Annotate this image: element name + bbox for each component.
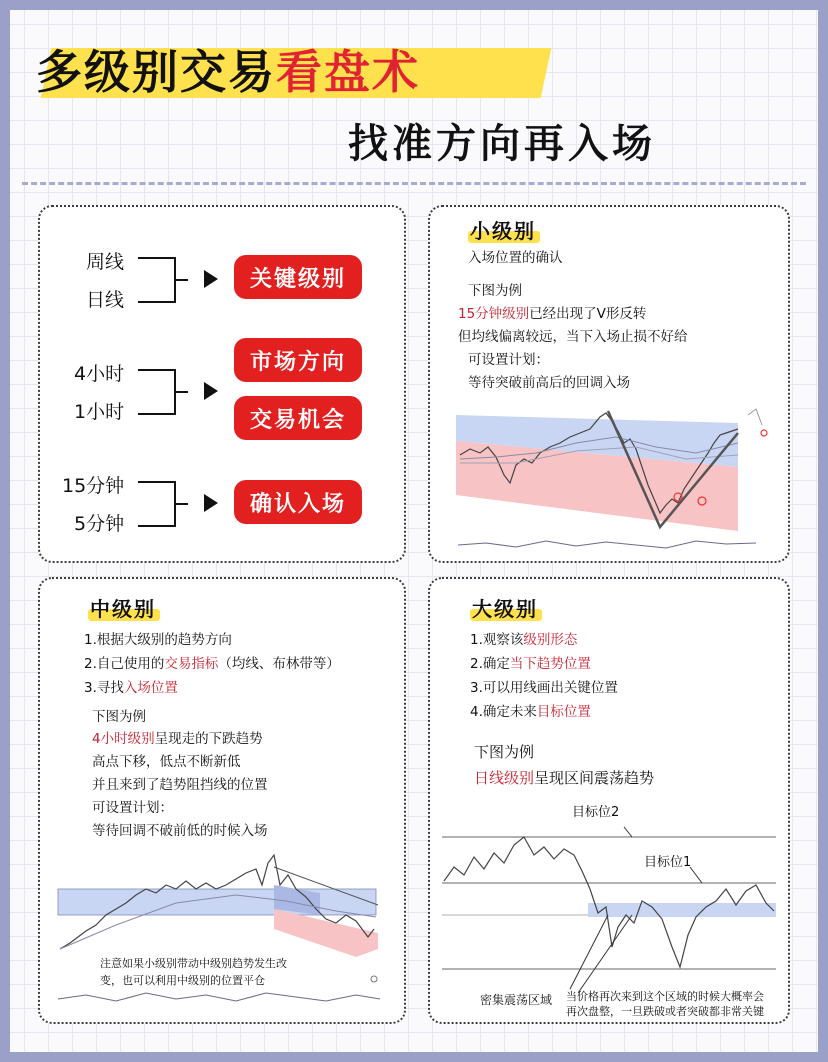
- panel-big-level: [428, 577, 790, 1024]
- mid-item3-highlight: 入场位置: [123, 680, 178, 696]
- header-divider: [22, 182, 806, 185]
- title-main: 多级别交易: [36, 45, 276, 99]
- mid-note-line2: 变，也可以利用中级别的位置平仓: [100, 974, 265, 987]
- big-item1-pre: 1.观察该: [470, 632, 524, 648]
- mid-note-line1: 注意如果小级别带动中级别趋势发生改: [100, 957, 287, 970]
- tf-1h: 1小时: [74, 401, 125, 423]
- zone-note: [566, 989, 764, 1019]
- bracket-1: [138, 257, 176, 303]
- mid-item2-rest: （均线、布林带等）: [218, 656, 340, 672]
- arrow-1-icon: [204, 270, 218, 288]
- small-level-chart: [456, 403, 768, 551]
- small-line1-rest: 已经出现了V形反转: [529, 306, 647, 322]
- small-line1: [458, 308, 646, 322]
- label-trade-opportunity: 交易机会: [234, 396, 362, 440]
- small-line1-highlight: 15分钟级别: [458, 306, 530, 322]
- label-confirm-entry: 确认入场: [234, 480, 362, 524]
- big-level-chart: [440, 797, 782, 1019]
- label-key-level: 关键级别: [234, 255, 362, 299]
- small-intro: 入场位置的确认: [468, 250, 563, 266]
- small-line3: 可设置计划：: [468, 352, 549, 368]
- zone-note-line1: 当价格再次来到这个区域的时候大概率会: [566, 990, 764, 1003]
- heading-big-level: 大级别: [472, 597, 538, 621]
- tf-4h: 4小时: [74, 363, 125, 385]
- target2-label: 目标位2: [572, 805, 620, 820]
- page-title: [36, 36, 420, 102]
- chart-marker-3: [761, 430, 767, 436]
- mid-example: 下图为例: [92, 709, 146, 725]
- bracket-2: [138, 369, 176, 415]
- title-accent: 看盘术: [276, 45, 420, 99]
- consolidation-zone: [588, 903, 776, 917]
- big-item4-pre: 4.确定未来: [470, 704, 537, 720]
- big-item1-highlight: 级别形态: [523, 632, 578, 648]
- chart-trend-red: [274, 909, 378, 957]
- mid-line1-highlight: 4小时级别: [92, 731, 155, 747]
- tf-15m: 15分钟: [62, 475, 125, 497]
- mid-item2-pre: 2.自己使用的: [84, 656, 165, 672]
- mid-line5: 等待回调不破前低的时候入场: [92, 823, 268, 839]
- big-item4: [470, 706, 591, 720]
- panel-mid-level: [38, 577, 406, 1024]
- big-line1-highlight: 日线级别: [474, 769, 535, 787]
- zone-note-line2: 再次盘整，一旦跌破或者突破都非常关键: [566, 1005, 764, 1018]
- big-item2: [470, 658, 591, 672]
- mid-line3: 并且来到了趋势阻挡线的位置: [92, 777, 268, 793]
- big-item4-highlight: 目标位置: [536, 704, 591, 720]
- bracket-1-stub: [176, 279, 188, 281]
- big-line1: [474, 767, 654, 788]
- target1-label: 目标位1: [644, 855, 692, 870]
- label-market-direction: 市场方向: [234, 338, 362, 382]
- arrow-2-icon: [204, 382, 218, 400]
- chart-logo-mark: [371, 976, 377, 982]
- chart-indicator: [458, 541, 756, 548]
- mid-line2: 高点下移，低点不断新低: [92, 754, 241, 770]
- mid-line1: [92, 733, 263, 747]
- big-item1: [470, 634, 577, 648]
- chart-blue-band: [58, 889, 376, 915]
- bracket-3: [138, 481, 176, 527]
- big-item2-pre: 2.确定: [470, 656, 510, 672]
- tf-daily: 日线: [86, 289, 125, 311]
- big-example: 下图为例: [474, 743, 535, 761]
- chart-target-sketch: [748, 409, 762, 425]
- chart-indicator: [58, 993, 380, 1001]
- arrow-3-icon: [204, 494, 218, 512]
- zone-pointer-right: [578, 915, 632, 993]
- page-subtitle: 找准方向再入场: [348, 121, 656, 167]
- mid-item2: [84, 658, 340, 672]
- bracket-3-stub: [176, 503, 188, 505]
- mid-item3-pre: 3.寻找: [84, 680, 124, 696]
- target1-pointer: [690, 867, 702, 883]
- mid-note: [100, 955, 287, 989]
- bracket-2-stub: [176, 391, 188, 393]
- panel-small-level: [428, 205, 790, 563]
- zone-label: 密集震荡区域: [480, 993, 553, 1007]
- heading-small-level: 小级别: [470, 219, 536, 243]
- tf-weekly: 周线: [86, 251, 125, 273]
- big-item3: 3.可以用线画出关键位置: [470, 680, 618, 696]
- big-line1-rest: 呈现区间震荡趋势: [534, 769, 655, 787]
- tf-5m: 5分钟: [74, 513, 125, 535]
- target2-pointer: [624, 827, 632, 837]
- heading-mid-level: 中级别: [90, 597, 156, 621]
- mid-line1-rest: 呈现走的下跌趋势: [154, 731, 263, 747]
- small-line4: 等待突破前高后的回调入场: [468, 375, 630, 391]
- mid-line4: 可设置计划：: [92, 800, 173, 816]
- big-item2-highlight: 当下趋势位置: [509, 656, 591, 672]
- small-line2: 但均线偏离较远，当下入场止损不好给: [458, 329, 688, 345]
- mid-item2-highlight: 交易指标: [164, 656, 219, 672]
- small-example: 下图为例: [468, 283, 522, 299]
- mid-item1: 1.根据大级别的趋势方向: [84, 632, 232, 648]
- mid-item3: [84, 682, 178, 696]
- panel-timeframes: [38, 205, 406, 563]
